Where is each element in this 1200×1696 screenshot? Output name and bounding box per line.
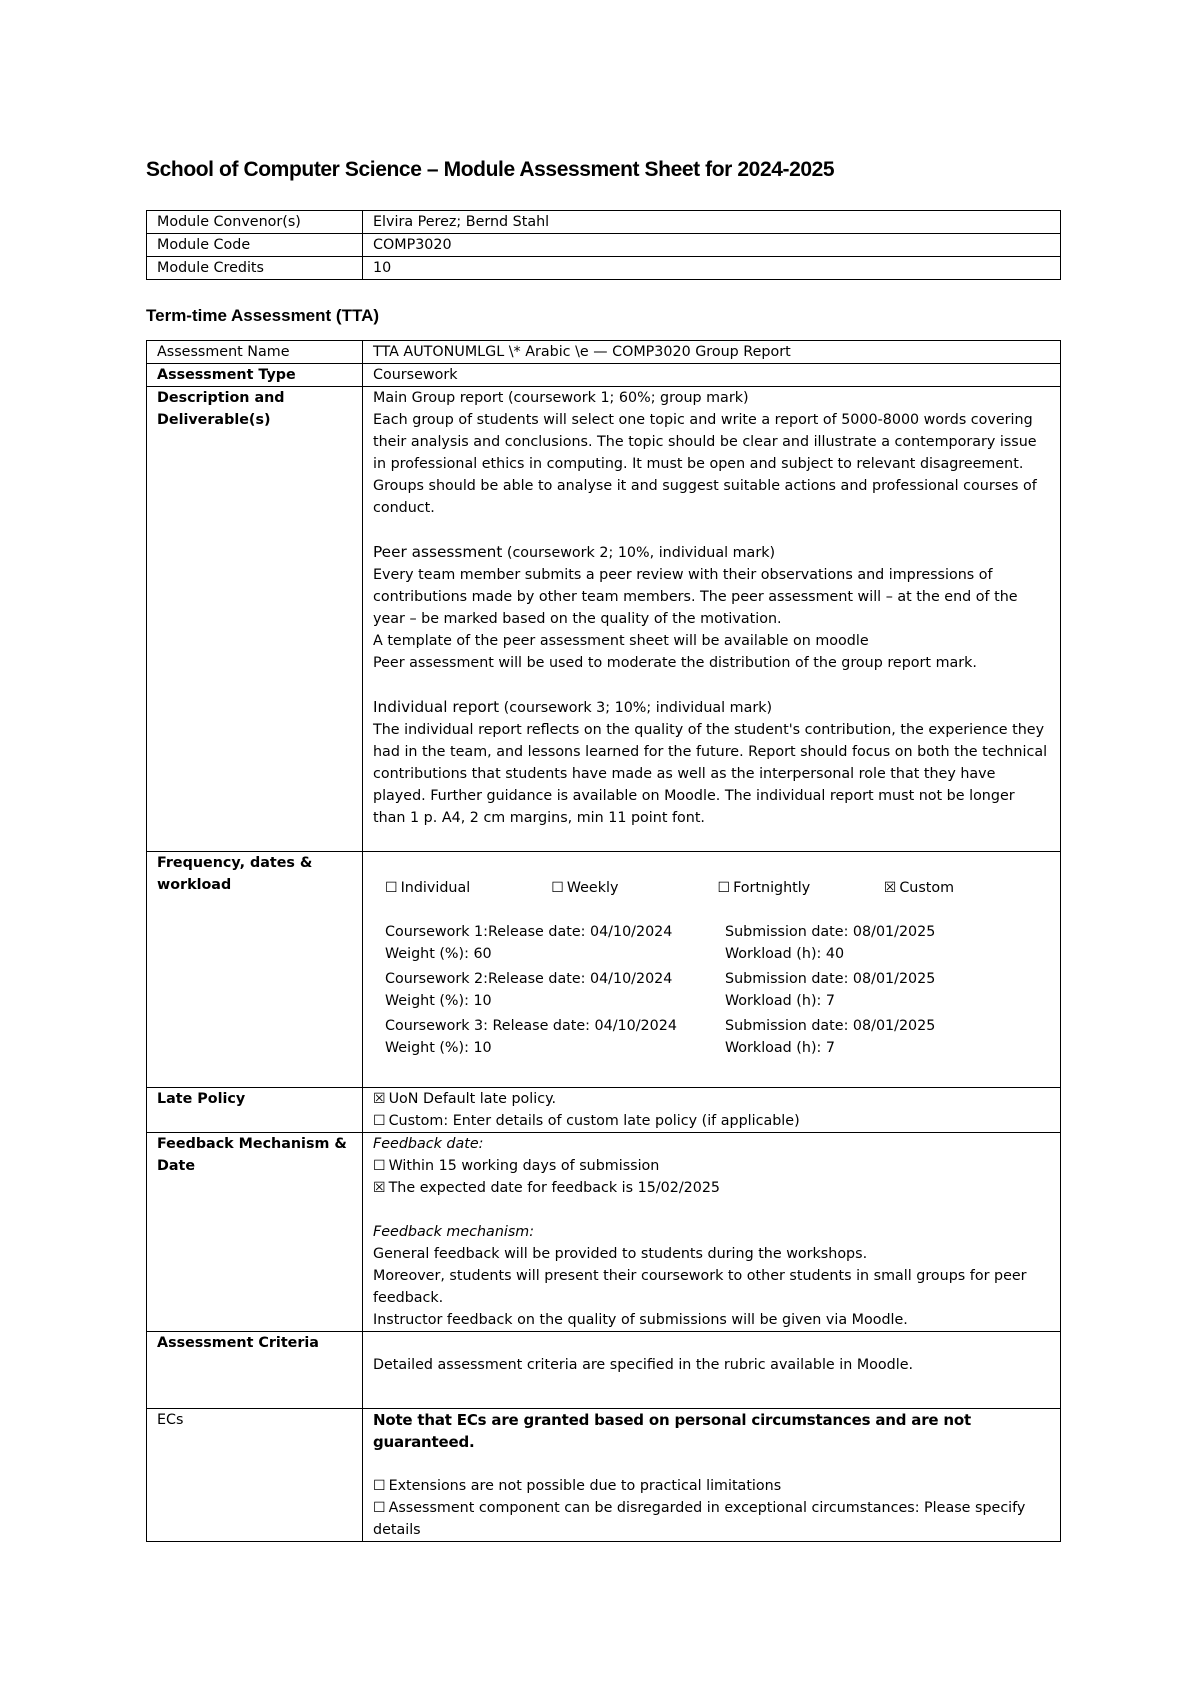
table-row	[147, 364, 1061, 387]
feedback-option-15-days	[373, 1155, 1050, 1177]
table-row	[147, 387, 1061, 852]
feedback-option-label: Within 15 working days of submission	[388, 1158, 660, 1174]
peer-assessment-heading: Peer assessment	[373, 543, 503, 561]
individual-report-heading: Individual report	[373, 698, 500, 716]
workload: Workload (h): 7	[725, 1040, 835, 1056]
main-report-heading: Main Group report (coursework 1; 60%; group mark)	[373, 390, 749, 406]
tta-heading: Term-time Assessment (TTA)	[146, 306, 380, 325]
page-title: School of Computer Science – Module Assessment Sheet for 2024-2025	[146, 158, 835, 181]
submission-date: Submission date: 08/01/2025	[725, 924, 936, 940]
table-row	[147, 1088, 1061, 1133]
ecs-note: Note that ECs are granted based on personal circumstances and are not guaranteed.	[373, 1411, 971, 1451]
main-report-text: Each group of students will select one topic and write a report of 5000-8000 words covering their analysis and conclusions. The topic should be clear and illustrate a contemporary issue in professional ethics in computing. It must be open and subject to relevant disagreement. Groups should be able to analyse it and suggest suitable actions and professional courses of conduct.	[373, 412, 1037, 516]
module-convenor-value: Elvira Perez; Bernd Stahl	[363, 211, 1061, 234]
table-row	[147, 211, 1061, 234]
assessment-name-value: TTA AUTONUMLGL \* Arabic \e — COMP3020 Group Report	[363, 341, 1061, 364]
coursework-2-submission	[725, 968, 1025, 1012]
table-row	[147, 234, 1061, 257]
workload: Workload (h): 40	[725, 946, 845, 962]
release-date: Coursework 3: Release date: 04/10/2024	[385, 1018, 677, 1034]
submission-date: Submission date: 08/01/2025	[725, 971, 936, 987]
checkbox-icon: ☐	[373, 1478, 386, 1494]
criteria-cell	[363, 1332, 1061, 1409]
checkbox-icon: ☐	[717, 880, 731, 896]
module-info-table	[146, 210, 1061, 280]
assessment-type-value: Coursework	[363, 364, 1061, 387]
submission-date: Submission date: 08/01/2025	[725, 1018, 936, 1034]
module-code-label: Module Code	[147, 234, 363, 257]
checkbox-icon: ☐	[373, 1158, 386, 1174]
tta-table	[146, 340, 1061, 1542]
feedback-mechanism-heading: Feedback mechanism:	[373, 1224, 535, 1240]
checkbox-icon: ☐	[551, 880, 564, 896]
frequency-option-label: Weekly	[566, 880, 619, 896]
feedback-cell	[363, 1133, 1061, 1332]
coursework-1-submission	[725, 921, 1025, 965]
peer-template-text: A template of the peer assessment sheet will be available on moodle	[373, 633, 869, 649]
late-policy-option-label: Custom: Enter details of custom late policy (if applicable)	[388, 1113, 800, 1129]
criteria-text: Detailed assessment criteria are specified in the rubric available in Moodle.	[373, 1357, 914, 1373]
frequency-option-label: Custom	[899, 880, 955, 896]
frequency-option-label: Individual	[400, 880, 471, 896]
checkbox-icon: ☐	[373, 1500, 386, 1516]
assessment-type-label: Assessment Type	[147, 364, 363, 387]
peer-assessment-text: Every team member submits a peer review with their observations and impressions of contributions made by other team members. The peer assessment will – at the end of the year – be marked based on the quality of the motivation.	[373, 567, 1018, 627]
checkbox-icon: ☐	[373, 1113, 386, 1129]
frequency-options	[385, 877, 1050, 899]
late-policy-cell	[363, 1088, 1061, 1133]
module-code-value: COMP3020	[363, 234, 1061, 257]
weight: Weight (%): 10	[385, 993, 492, 1009]
release-date: Coursework 2:Release date: 04/10/2024	[385, 971, 673, 987]
individual-report-heading-details: (coursework 3; 10%; individual mark)	[499, 700, 773, 716]
feedback-mechanism-line: General feedback will be provided to students during the workshops.	[373, 1246, 868, 1262]
individual-report-heading-line	[373, 696, 1050, 719]
ecs-label: ECs	[147, 1409, 363, 1542]
frequency-option-label: Fortnightly	[733, 880, 811, 896]
assessment-name-label: Assessment Name	[147, 341, 363, 364]
late-policy-default	[373, 1088, 1050, 1110]
module-convenor-label: Module Convenor(s)	[147, 211, 363, 234]
description-cell	[363, 387, 1061, 852]
frequency-option-fortnightly	[718, 877, 884, 899]
ecs-option-label: Extensions are not possible due to practical limitations	[388, 1478, 782, 1494]
late-policy-custom	[373, 1110, 1050, 1132]
workload: Workload (h): 7	[725, 993, 835, 1009]
checked-box-icon: ☒	[373, 1180, 386, 1196]
table-row	[147, 1409, 1061, 1542]
ecs-option-disregard	[373, 1497, 1050, 1541]
module-credits-label: Module Credits	[147, 257, 363, 280]
coursework-schedule	[385, 921, 1050, 1061]
table-row	[147, 1133, 1061, 1332]
frequency-cell	[363, 852, 1061, 1088]
weight: Weight (%): 10	[385, 1040, 492, 1056]
feedback-label: Feedback Mechanism & Date	[147, 1133, 363, 1332]
checkbox-icon: ☐	[385, 880, 398, 896]
table-row	[147, 341, 1061, 364]
weight: Weight (%): 60	[385, 946, 492, 962]
criteria-label: Assessment Criteria	[147, 1332, 363, 1409]
feedback-mechanism-line: Moreover, students will present their coursework to other students in small groups for peer feedback.	[373, 1268, 1027, 1306]
frequency-option-individual	[385, 877, 551, 899]
feedback-option-label: The expected date for feedback is 15/02/2025	[388, 1180, 721, 1196]
feedback-date-heading: Feedback date:	[373, 1136, 484, 1152]
late-policy-label: Late Policy	[147, 1088, 363, 1133]
release-date: Coursework 1:Release date: 04/10/2024	[385, 924, 673, 940]
coursework-3-submission	[725, 1015, 1025, 1059]
coursework-3-release	[385, 1015, 725, 1059]
individual-report-text: The individual report reflects on the quality of the student's contribution, the experience they had in the team, and lessons learned for the future. Report should focus on both the technical contributions that students have made as well as the interpersonal role that they have played. Further guidance is available on Moodle. The individual report must not be longer than 1 p. A4, 2 cm margins, min 11 point font.	[373, 722, 1048, 826]
feedback-option-expected-date	[373, 1177, 1050, 1199]
checked-box-icon: ☒	[883, 880, 897, 896]
table-row	[147, 852, 1061, 1088]
feedback-mechanism-line: Instructor feedback on the quality of submissions will be given via Moodle.	[373, 1312, 908, 1328]
peer-assessment-heading-line	[373, 541, 1050, 564]
peer-assessment-heading-details: (coursework 2; 10%, individual mark)	[502, 545, 776, 561]
coursework-2-release	[385, 968, 725, 1012]
frequency-label: Frequency, dates & workload	[147, 852, 363, 1088]
late-policy-option-label: UoN Default late policy.	[388, 1091, 557, 1107]
ecs-option-label: Assessment component can be disregarded in exceptional circumstances: Please specify details	[373, 1500, 1026, 1538]
checked-box-icon: ☒	[373, 1091, 386, 1107]
table-row	[147, 257, 1061, 280]
frequency-option-weekly	[551, 877, 717, 899]
table-row	[147, 1332, 1061, 1409]
peer-moderation-text: Peer assessment will be used to moderate the distribution of the group report mark.	[373, 655, 977, 671]
coursework-1-release	[385, 921, 725, 965]
ecs-option-extensions	[373, 1475, 1050, 1497]
ecs-cell	[363, 1409, 1061, 1542]
module-credits-value: 10	[363, 257, 1061, 280]
description-label: Description and Deliverable(s)	[147, 387, 363, 852]
frequency-option-custom	[884, 877, 1050, 899]
